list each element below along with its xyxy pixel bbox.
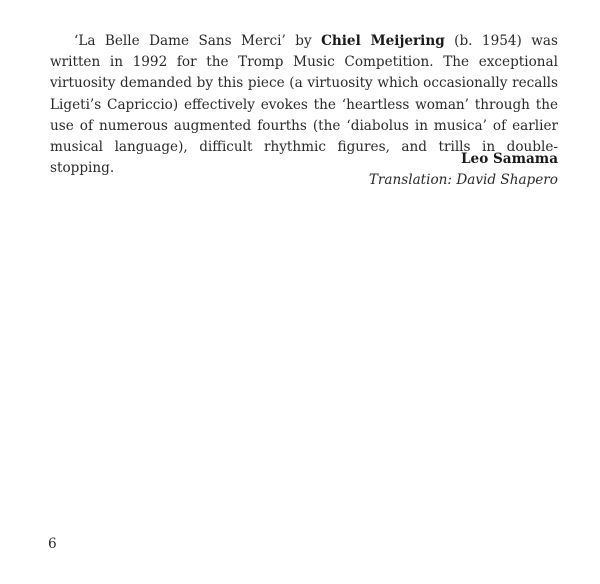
signature-block <box>369 149 558 191</box>
paragraph-text-rest: (b. 1954) was written in 1992 for the Tromp Music Competition. The exceptional virtuosity demanded by this piece (a virtuosity which occasionally recalls Ligeti’s Capriccio) effectively evokes the ‘heartless woman’ through the use of numerous augmented fourths (the ‘diabolus in musica’ of earlier musical language), difficult rhythmic figures, and trills in double-stopping. <box>50 33 558 177</box>
composer-name: Chiel Meijering <box>321 33 445 49</box>
paragraph-text-start: ‘La Belle Dame Sans Merci’ by <box>74 33 322 49</box>
translation-credit: Translation: David Shapero <box>368 172 558 188</box>
author-name: Leo Samama <box>460 151 558 167</box>
page-number: 6 <box>48 536 57 552</box>
